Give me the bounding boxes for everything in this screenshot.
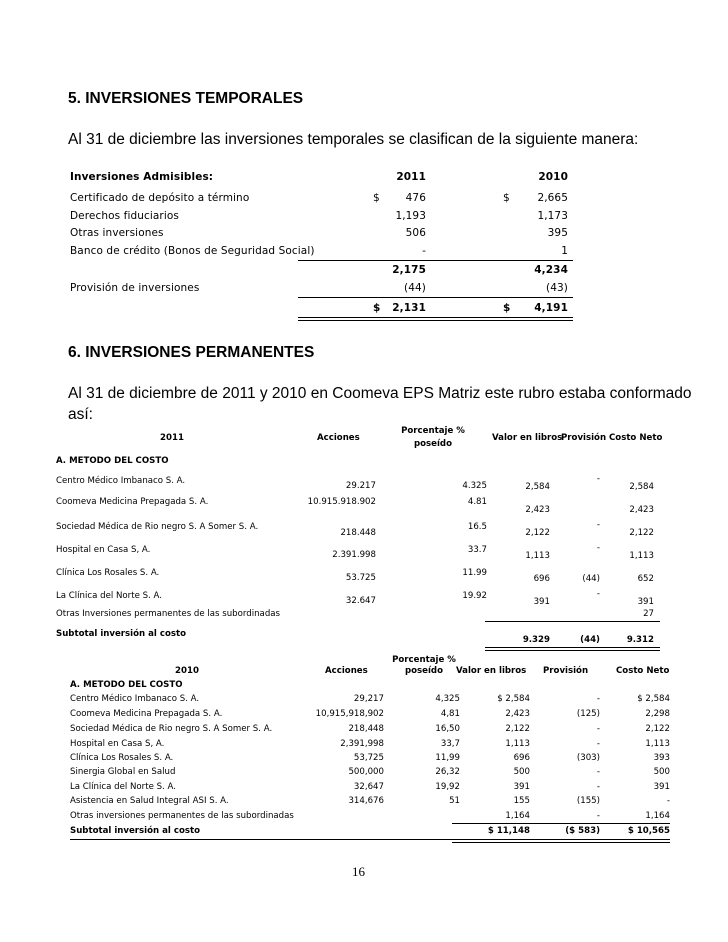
valor-libros: 500 — [513, 767, 530, 777]
divider — [485, 621, 660, 622]
acciones: 2,391,998 — [340, 739, 384, 749]
currency-symbol: $ — [373, 192, 380, 204]
subtotal-label: Subtotal inversión al costo — [70, 826, 200, 836]
company-name: Centro Médico Imbanaco S. A. — [56, 476, 186, 486]
section-label: A. METODO DEL COSTO — [56, 456, 169, 466]
company-name: Clínica Los Rosales S. A. — [70, 753, 174, 763]
page-number: 16 — [352, 864, 365, 879]
subtotal-2010: 4,234 — [534, 264, 568, 276]
divider — [452, 823, 670, 824]
row-label: Banco de crédito (Bonos de Seguridad Social) — [70, 245, 315, 257]
acciones: 53,725 — [353, 753, 384, 763]
provision: (155) — [576, 796, 600, 806]
costo-neto: - — [666, 796, 670, 806]
provision-2011: (44) — [404, 282, 426, 294]
value-2011: 1,193 — [395, 210, 426, 222]
company-name: Sinergia Global en Salud — [70, 767, 176, 777]
porcentaje: 16,50 — [435, 724, 460, 734]
acciones: 218,448 — [348, 724, 384, 734]
costo-neto: 1,113 — [629, 551, 654, 561]
company-name: Sociedad Médica de Rio negro S. A Somer S. A. — [56, 522, 259, 532]
porcentaje: 4.325 — [462, 481, 487, 491]
provision: - — [596, 589, 600, 599]
valor-libros: 2,423 — [525, 505, 550, 515]
header-poseido: poseído — [404, 666, 443, 676]
total-2010: 4,191 — [534, 302, 568, 314]
porcentaje: 4,325 — [435, 694, 460, 704]
table-year: 2010 — [175, 666, 199, 676]
company-name: Centro Médico Imbanaco S. A. — [70, 694, 200, 704]
section-label: A. METODO DEL COSTO — [70, 680, 183, 690]
subtotal-2011: 2,175 — [392, 264, 426, 276]
subtotal-costo: $ 10,565 — [627, 826, 670, 836]
valor-libros: 155 — [513, 796, 530, 806]
company-name: Coomeva Medicina Prepagada S. A. — [70, 709, 223, 719]
header-valor: Valor en libros — [492, 433, 563, 443]
company-name: Hospital en Casa S, A. — [56, 545, 151, 555]
section6-heading: 6. INVERSIONES PERMANENTES — [68, 344, 315, 361]
acciones: 32.647 — [345, 596, 376, 606]
valor-libros: 2,122 — [505, 724, 530, 734]
header-acciones: Acciones — [325, 666, 368, 676]
header-porcentaje: Porcentaje % — [401, 426, 465, 436]
col-2011: 2011 — [396, 171, 426, 183]
valor-libros: 696 — [533, 574, 550, 584]
costo-neto: 500 — [653, 767, 670, 777]
subtotal-costo: 9.312 — [626, 635, 654, 645]
currency-symbol: $ — [373, 302, 381, 314]
acciones: 29,217 — [353, 694, 384, 704]
company-name: La Clínica del Norte S. A. — [56, 591, 162, 601]
provision-2010: (43) — [546, 282, 568, 294]
costo-neto: 2,122 — [645, 724, 670, 734]
row-label: Derechos fiduciarios — [70, 210, 179, 222]
costo-neto: 1,164 — [645, 811, 670, 821]
costo-neto: $ 2,584 — [637, 694, 670, 704]
porcentaje: 33.7 — [467, 545, 487, 555]
company-name: Sociedad Médica de Rio negro S. A Somer S. A. — [70, 724, 273, 734]
company-name: Asistencia en Salud Integral ASI S. A. — [70, 796, 229, 806]
acciones: 29.217 — [345, 481, 376, 491]
acciones: 32,647 — [353, 782, 384, 792]
valor-libros: 391 — [513, 782, 530, 792]
valor-libros: 2,423 — [505, 709, 530, 719]
total-2011: 2,131 — [392, 302, 426, 314]
acciones: 53.725 — [345, 573, 376, 583]
acciones: 314,676 — [348, 796, 384, 806]
value-2010: 395 — [547, 227, 568, 239]
porcentaje: 26,32 — [435, 767, 460, 777]
value-2010: 1,173 — [537, 210, 568, 222]
value-2010: 1 — [561, 245, 568, 257]
header-acciones: Acciones — [317, 433, 360, 443]
porcentaje: 11.99 — [462, 568, 487, 578]
divider — [298, 297, 573, 298]
double-underline — [452, 842, 670, 843]
double-underline — [485, 647, 660, 648]
provision: (303) — [576, 753, 600, 763]
costo-neto: 2,584 — [629, 482, 654, 492]
subtotal-label: Subtotal inversión al costo — [56, 629, 186, 639]
provision: (125) — [576, 709, 600, 719]
company-name: Otras inversiones permanentes de las subordinadas — [70, 811, 294, 821]
acciones: 10.915.918.902 — [307, 497, 376, 507]
otras-inversiones-costo: 27 — [643, 609, 654, 619]
valor-libros: 1,113 — [505, 739, 530, 749]
company-name: La Clínica del Norte S. A. — [70, 782, 176, 792]
porcentaje: 4.81 — [467, 497, 487, 507]
costo-neto: 2,298 — [645, 709, 670, 719]
provision: (44) — [582, 574, 600, 584]
row-label: Otras inversiones — [70, 227, 164, 239]
header-provision: Provisión — [543, 666, 589, 676]
costo-neto: 391 — [637, 597, 654, 607]
acciones: 10,915,918,902 — [315, 709, 384, 719]
costo-neto: 2,122 — [629, 528, 654, 538]
provision: - — [596, 739, 600, 749]
section6-intro-line2: así: — [68, 406, 93, 423]
otras-inversiones-label: Otras Inversiones permanentes de las subordinadas — [56, 609, 281, 619]
subtotal-valor: $ 11,148 — [487, 826, 530, 836]
provision: - — [596, 520, 600, 530]
header-costo: Costo Neto — [609, 433, 663, 443]
porcentaje: 11,99 — [435, 753, 460, 763]
col-2010: 2010 — [538, 171, 568, 183]
company-name: Hospital en Casa S, A. — [70, 739, 165, 749]
provision: - — [596, 724, 600, 734]
section5-heading: 5. INVERSIONES TEMPORALES — [68, 90, 304, 107]
currency-symbol: $ — [503, 302, 511, 314]
provision: - — [596, 767, 600, 777]
col-label: Inversiones Admisibles: — [70, 171, 214, 183]
costo-neto: 2,423 — [629, 505, 654, 515]
section5-intro: Al 31 de diciembre las inversiones temporales se clasifican de la siguiente manera: — [68, 131, 639, 148]
header-provision: Provisión — [561, 433, 607, 443]
costo-neto: 1,113 — [645, 739, 670, 749]
header-porcentaje: Porcentaje % — [392, 655, 456, 665]
currency-symbol: $ — [503, 192, 510, 204]
valor-libros: 696 — [513, 753, 530, 763]
section6-intro-line1: Al 31 de diciembre de 2011 y 2010 en Coomeva EPS Matriz este rubro estaba conformado — [68, 385, 692, 402]
table-year: 2011 — [160, 433, 184, 443]
porcentaje: 4,81 — [440, 709, 460, 719]
costo-neto: 393 — [653, 753, 670, 763]
provision: - — [596, 811, 600, 821]
double-underline — [485, 650, 660, 651]
header-costo: Costo Neto — [616, 666, 670, 676]
double-underline — [298, 317, 573, 318]
double-underline — [298, 320, 573, 321]
costo-neto: 652 — [637, 574, 654, 584]
value-2011: 476 — [405, 192, 426, 204]
row-divider — [70, 839, 670, 840]
acciones: 500,000 — [348, 767, 384, 777]
value-2010: 2,665 — [537, 192, 568, 204]
porcentaje: 33,7 — [440, 739, 460, 749]
provision-label: Provisión de inversiones — [70, 282, 200, 294]
porcentaje: 51 — [449, 796, 460, 806]
value-2011: - — [422, 245, 426, 257]
provision: - — [596, 782, 600, 792]
provision: - — [596, 694, 600, 704]
subtotal-valor: 9.329 — [522, 635, 550, 645]
subtotal-provision: (44) — [580, 635, 600, 645]
valor-libros: 391 — [533, 597, 550, 607]
value-2011: 506 — [405, 227, 426, 239]
provision: - — [596, 543, 600, 553]
porcentaje: 16.5 — [467, 522, 487, 532]
row-label: Certificado de depósito a término — [70, 192, 250, 204]
subtotal-provision: ($ 583) — [565, 826, 600, 836]
valor-libros: 1,113 — [525, 551, 550, 561]
header-poseido: poseído — [413, 439, 452, 449]
company-name: Coomeva Medicina Prepagada S. A. — [56, 497, 209, 507]
acciones: 2.391.998 — [332, 550, 376, 560]
company-name: Clínica Los Rosales S. A. — [56, 568, 160, 578]
divider — [298, 260, 573, 261]
costo-neto: 391 — [653, 782, 670, 792]
acciones: 218.448 — [340, 528, 376, 538]
header-valor: Valor en libros — [456, 666, 527, 676]
provision: - — [596, 474, 600, 484]
porcentaje: 19,92 — [435, 782, 460, 792]
porcentaje: 19.92 — [462, 591, 487, 601]
valor-libros: 2,584 — [525, 482, 550, 492]
valor-libros: $ 2,584 — [497, 694, 530, 704]
valor-libros: 1,164 — [505, 811, 530, 821]
valor-libros: 2,122 — [525, 528, 550, 538]
